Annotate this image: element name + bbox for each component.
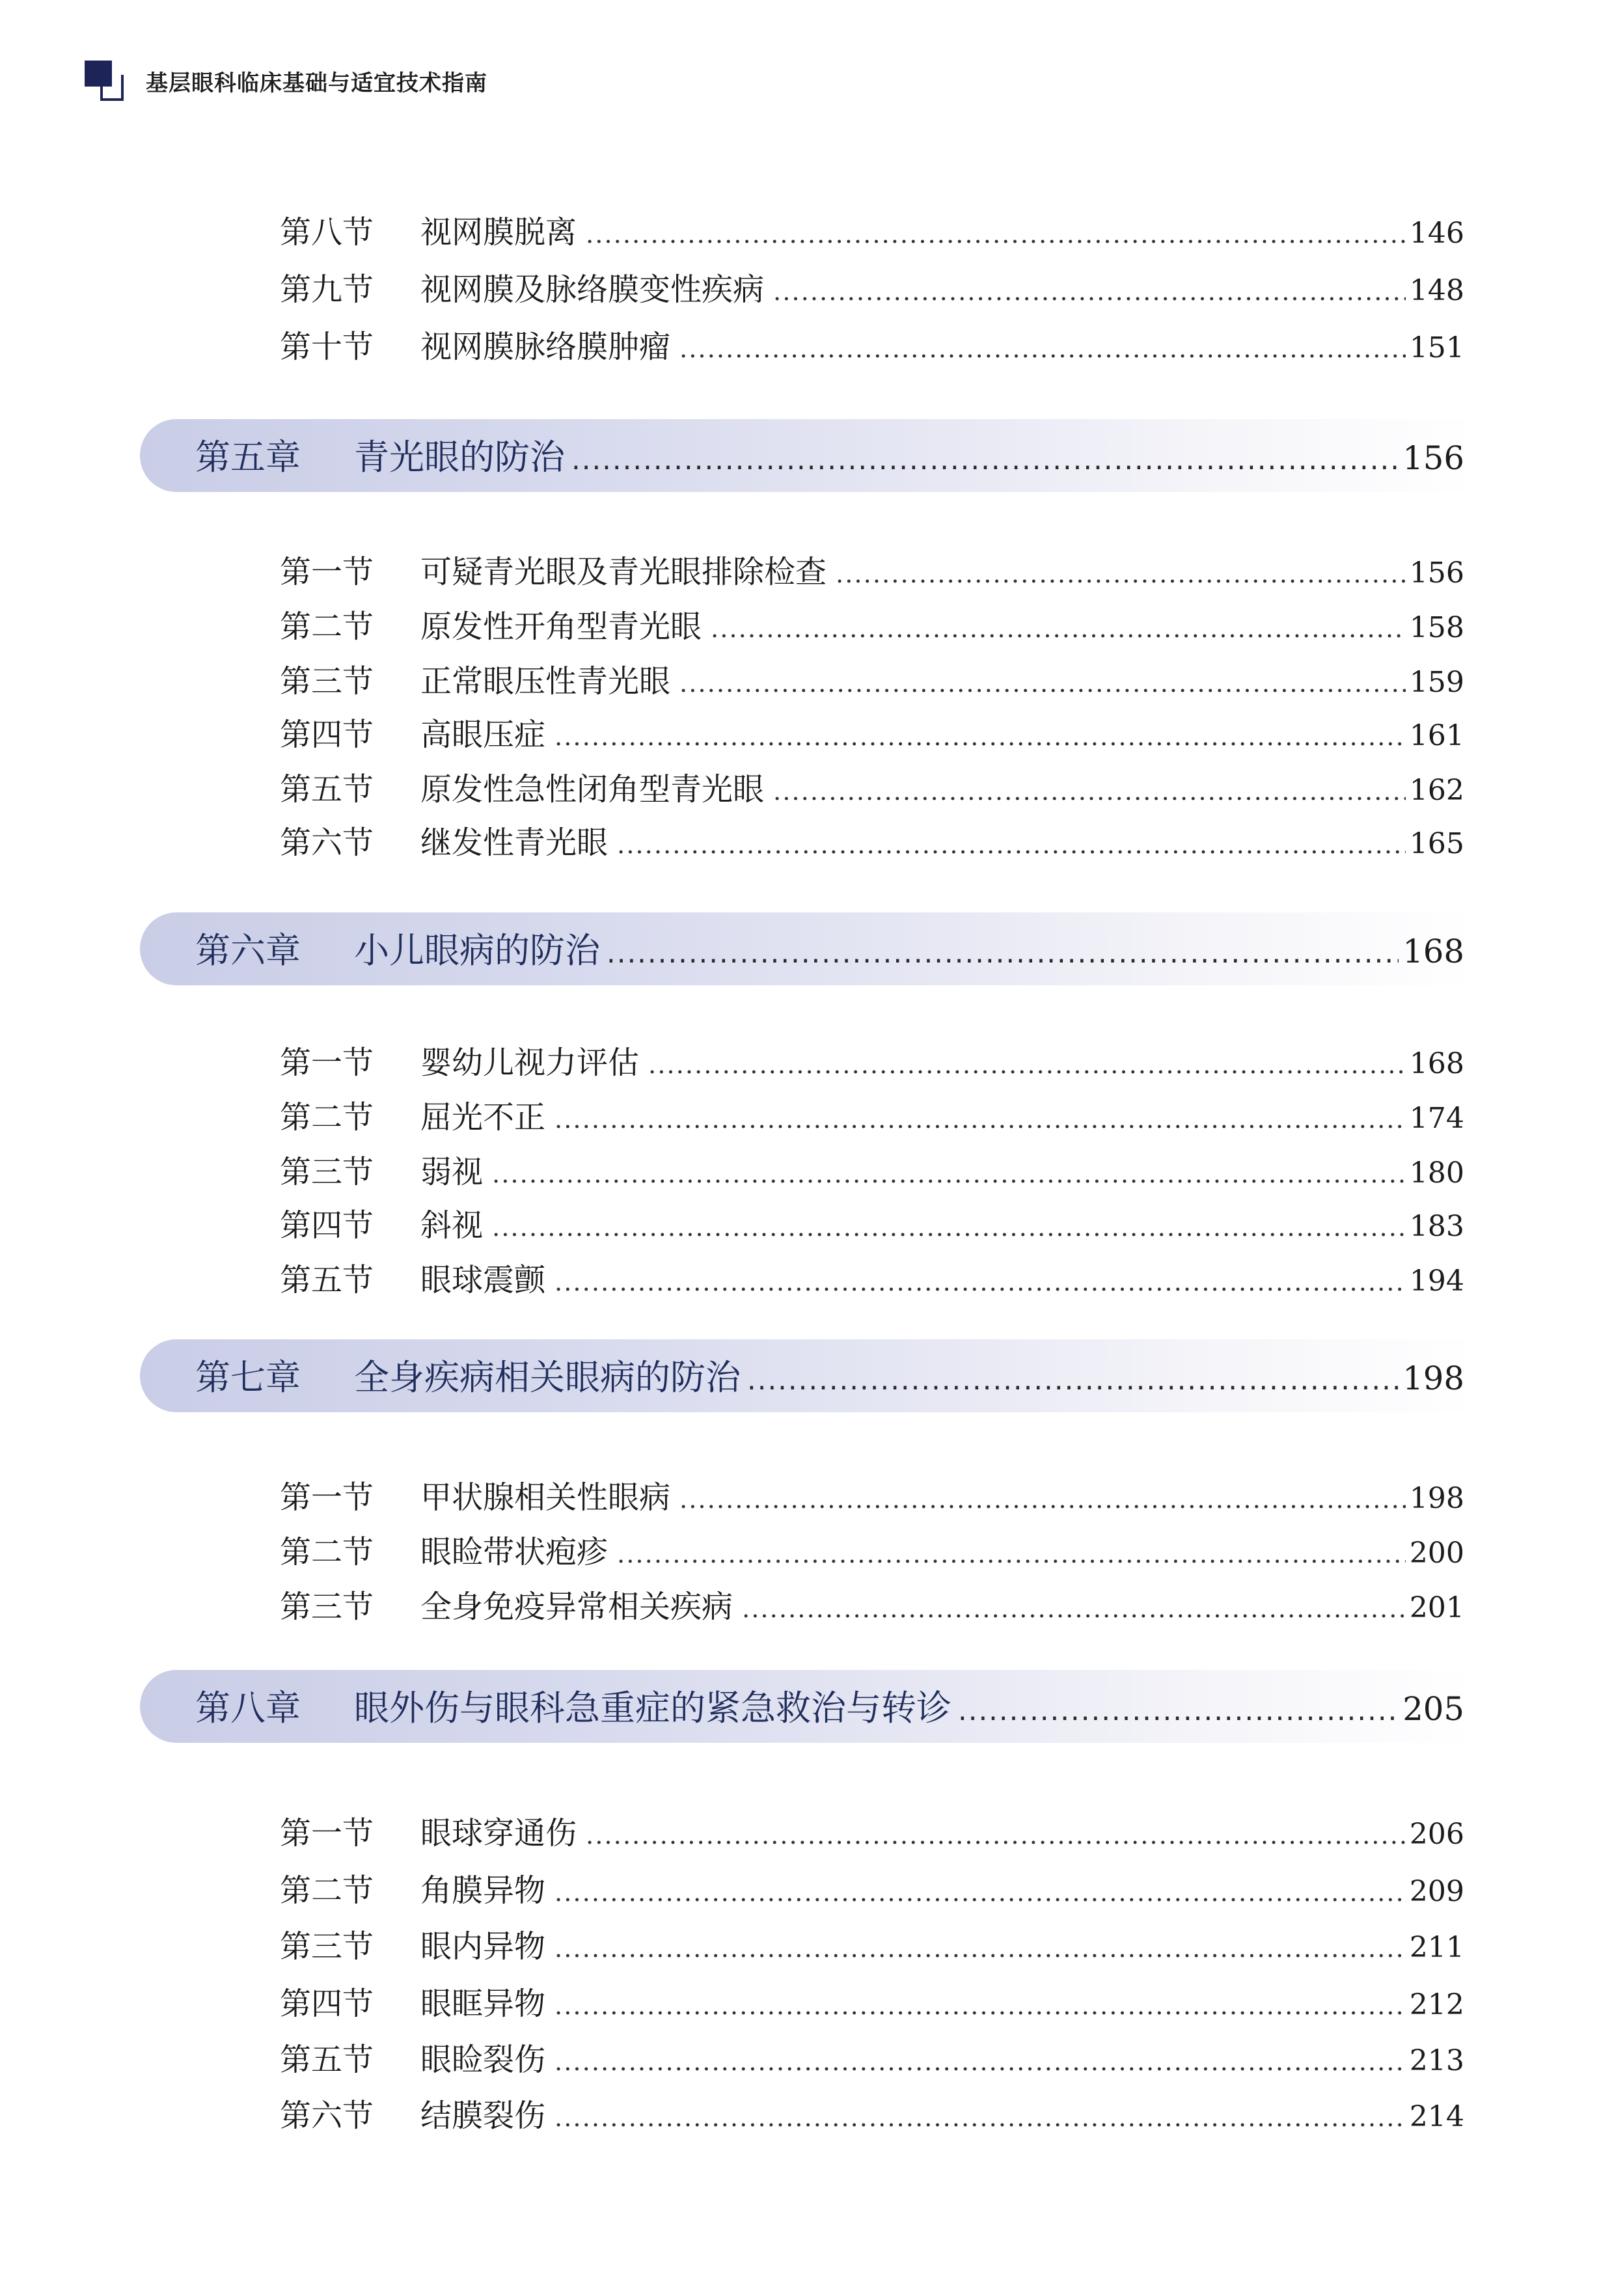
- toc-section-row[interactable]: [280, 1092, 1464, 1139]
- section-title: 高眼压症: [420, 717, 546, 753]
- toc-chapter-row[interactable]: [195, 1350, 1464, 1402]
- section-number: 第二节: [280, 1872, 374, 1909]
- section-title: 眼眶异物: [420, 1986, 546, 2022]
- page-number: 158: [1409, 611, 1464, 644]
- page-number: 201: [1409, 1591, 1464, 1624]
- book-title: 基层眼科临床基础与适宜技术指南: [146, 70, 487, 96]
- page-number: 148: [1409, 274, 1464, 307]
- section-number: 第三节: [280, 1928, 374, 1965]
- chapter-title: 眼外伤与眼科急重症的紧急救治与转诊: [354, 1688, 951, 1729]
- section-title: 正常眼压性青光眼: [420, 663, 671, 700]
- header-square-logo-icon: [85, 61, 124, 101]
- toc-section-row[interactable]: [280, 1527, 1464, 1574]
- section-title: 角膜异物: [420, 1872, 546, 1909]
- page-number: 151: [1409, 331, 1464, 364]
- section-title: 可疑青光眼及青光眼排除检查: [420, 554, 827, 590]
- section-number: 第四节: [280, 1986, 374, 2022]
- page-number: 198: [1402, 1360, 1464, 1397]
- toc-section-row[interactable]: [280, 764, 1464, 811]
- toc-section-row[interactable]: [280, 1581, 1464, 1628]
- dot-leader: [773, 777, 1406, 806]
- section-number: 第五节: [280, 771, 374, 808]
- dot-leader: [607, 937, 1399, 970]
- dot-leader: [679, 335, 1406, 364]
- toc-section-row[interactable]: [280, 709, 1464, 756]
- page-number: 194: [1409, 1264, 1464, 1298]
- page-number: 180: [1409, 1156, 1464, 1190]
- page-number: 168: [1402, 933, 1464, 970]
- section-number: 第三节: [280, 1589, 374, 1625]
- page-number: 174: [1409, 1102, 1464, 1135]
- section-number: 第九节: [280, 271, 374, 308]
- toc-section-row[interactable]: [280, 1865, 1464, 1912]
- dot-leader: [773, 277, 1406, 307]
- section-number: 第三节: [280, 663, 374, 700]
- toc-section-row[interactable]: [280, 264, 1464, 311]
- section-title: 眼球震颤: [420, 1262, 546, 1298]
- section-title: 继发性青光眼: [420, 825, 609, 861]
- toc-section-row[interactable]: [280, 2090, 1464, 2137]
- toc-chapter-row[interactable]: [195, 923, 1464, 975]
- dot-leader: [747, 1364, 1399, 1397]
- section-title: 结膜裂伤: [420, 2098, 546, 2134]
- section-number: 第二节: [280, 1099, 374, 1136]
- section-title: 眼睑带状疱疹: [420, 1534, 609, 1570]
- dot-leader: [836, 560, 1406, 589]
- dot-leader: [679, 1485, 1406, 1514]
- section-title: 甲状腺相关性眼病: [420, 1479, 671, 1516]
- chapter-number: 第六章: [195, 930, 301, 971]
- dot-leader: [742, 1594, 1406, 1624]
- toc-section-row[interactable]: [280, 2034, 1464, 2081]
- dot-leader: [554, 2103, 1406, 2133]
- page-number: 146: [1409, 217, 1464, 250]
- running-header: [85, 60, 487, 102]
- section-number: 第四节: [280, 1207, 374, 1244]
- section-title: 视网膜脉络膜肿瘤: [420, 329, 671, 365]
- section-title: 婴幼儿视力评估: [420, 1045, 640, 1081]
- section-title: 弱视: [420, 1154, 484, 1190]
- chapter-title: 全身疾病相关眼病的防治: [354, 1357, 741, 1398]
- toc-section-row[interactable]: [280, 1808, 1464, 1855]
- dot-leader: [586, 220, 1406, 249]
- toc-section-row[interactable]: [280, 1978, 1464, 2025]
- page-number: 168: [1409, 1047, 1464, 1080]
- toc-chapter-row[interactable]: [195, 430, 1464, 482]
- page-number: 198: [1409, 1482, 1464, 1515]
- page-number: 183: [1409, 1210, 1464, 1243]
- dot-leader: [679, 669, 1406, 698]
- dot-leader: [617, 830, 1406, 860]
- section-title: 眼球穿通伤: [420, 1815, 577, 1852]
- page-number: 200: [1409, 1537, 1464, 1570]
- dot-leader: [617, 1540, 1406, 1569]
- page-number: 162: [1409, 774, 1464, 807]
- section-number: 第六节: [280, 825, 374, 861]
- section-title: 原发性急性闭角型青光眼: [420, 771, 765, 808]
- page-number: 206: [1409, 1818, 1464, 1851]
- section-number: 第二节: [280, 608, 374, 645]
- toc-section-row[interactable]: [280, 656, 1464, 703]
- section-number: 第一节: [280, 554, 374, 590]
- dot-leader: [586, 1821, 1406, 1850]
- toc-section-row[interactable]: [280, 1200, 1464, 1247]
- section-title: 屈光不正: [420, 1099, 546, 1136]
- toc-section-row[interactable]: [280, 1921, 1464, 1968]
- section-title: 视网膜及脉络膜变性疾病: [420, 271, 765, 308]
- section-number: 第十节: [280, 329, 374, 365]
- chapter-title: 青光眼的防治: [354, 437, 565, 478]
- page-number: 211: [1409, 1931, 1464, 1964]
- dot-leader: [648, 1050, 1406, 1080]
- dot-leader: [958, 1695, 1399, 1727]
- dot-leader: [554, 1878, 1406, 1907]
- dot-leader: [492, 1213, 1406, 1242]
- section-title: 眼内异物: [420, 1928, 546, 1965]
- section-number: 第三节: [280, 1154, 374, 1190]
- page-number: 205: [1402, 1690, 1464, 1728]
- section-title: 全身免疫异常相关疾病: [420, 1589, 733, 1625]
- section-title: 原发性开角型青光眼: [420, 608, 702, 645]
- chapter-number: 第五章: [195, 437, 301, 478]
- toc-section-row[interactable]: [280, 1472, 1464, 1519]
- page-number: 161: [1409, 719, 1464, 752]
- dot-leader: [492, 1160, 1406, 1189]
- dot-leader: [554, 2047, 1406, 2077]
- dot-leader: [554, 1105, 1406, 1134]
- toc-section-row[interactable]: [280, 321, 1464, 368]
- page-number: 209: [1409, 1875, 1464, 1908]
- dot-leader: [571, 444, 1399, 476]
- page-number: 213: [1409, 2044, 1464, 2077]
- section-number: 第一节: [280, 1815, 374, 1852]
- toc-section-row[interactable]: [280, 601, 1464, 648]
- section-number: 第一节: [280, 1479, 374, 1516]
- page-number: 165: [1409, 827, 1464, 860]
- page-number: 212: [1409, 1988, 1464, 2021]
- section-title: 眼睑裂伤: [420, 2042, 546, 2078]
- toc-section-row[interactable]: [280, 1255, 1464, 1302]
- dot-leader: [554, 722, 1406, 752]
- page-number: 156: [1409, 556, 1464, 590]
- chapter-number: 第七章: [195, 1357, 301, 1398]
- page-number: 214: [1409, 2100, 1464, 2133]
- dot-leader: [554, 1268, 1406, 1297]
- page-number: 156: [1402, 439, 1464, 477]
- section-number: 第一节: [280, 1045, 374, 1081]
- toc-chapter-row[interactable]: [195, 1680, 1464, 1732]
- section-number: 第六节: [280, 2098, 374, 2134]
- section-number: 第四节: [280, 717, 374, 753]
- section-number: 第五节: [280, 1262, 374, 1298]
- toc-section-row[interactable]: [280, 1037, 1464, 1084]
- section-number: 第二节: [280, 1534, 374, 1570]
- dot-leader: [554, 1991, 1406, 2021]
- toc-section-row[interactable]: [280, 817, 1464, 864]
- section-title: 视网膜脱离: [420, 214, 577, 251]
- chapter-title: 小儿眼病的防治: [354, 930, 600, 971]
- page-number: 159: [1409, 666, 1464, 699]
- section-number: 第八节: [280, 214, 374, 251]
- toc-section-row[interactable]: [280, 1147, 1464, 1194]
- dot-leader: [711, 614, 1406, 644]
- toc-section-row[interactable]: [280, 207, 1464, 254]
- dot-leader: [554, 1934, 1406, 1963]
- chapter-number: 第八章: [195, 1688, 301, 1729]
- section-number: 第五节: [280, 2042, 374, 2078]
- toc-section-row[interactable]: [280, 547, 1464, 594]
- section-title: 斜视: [420, 1207, 484, 1244]
